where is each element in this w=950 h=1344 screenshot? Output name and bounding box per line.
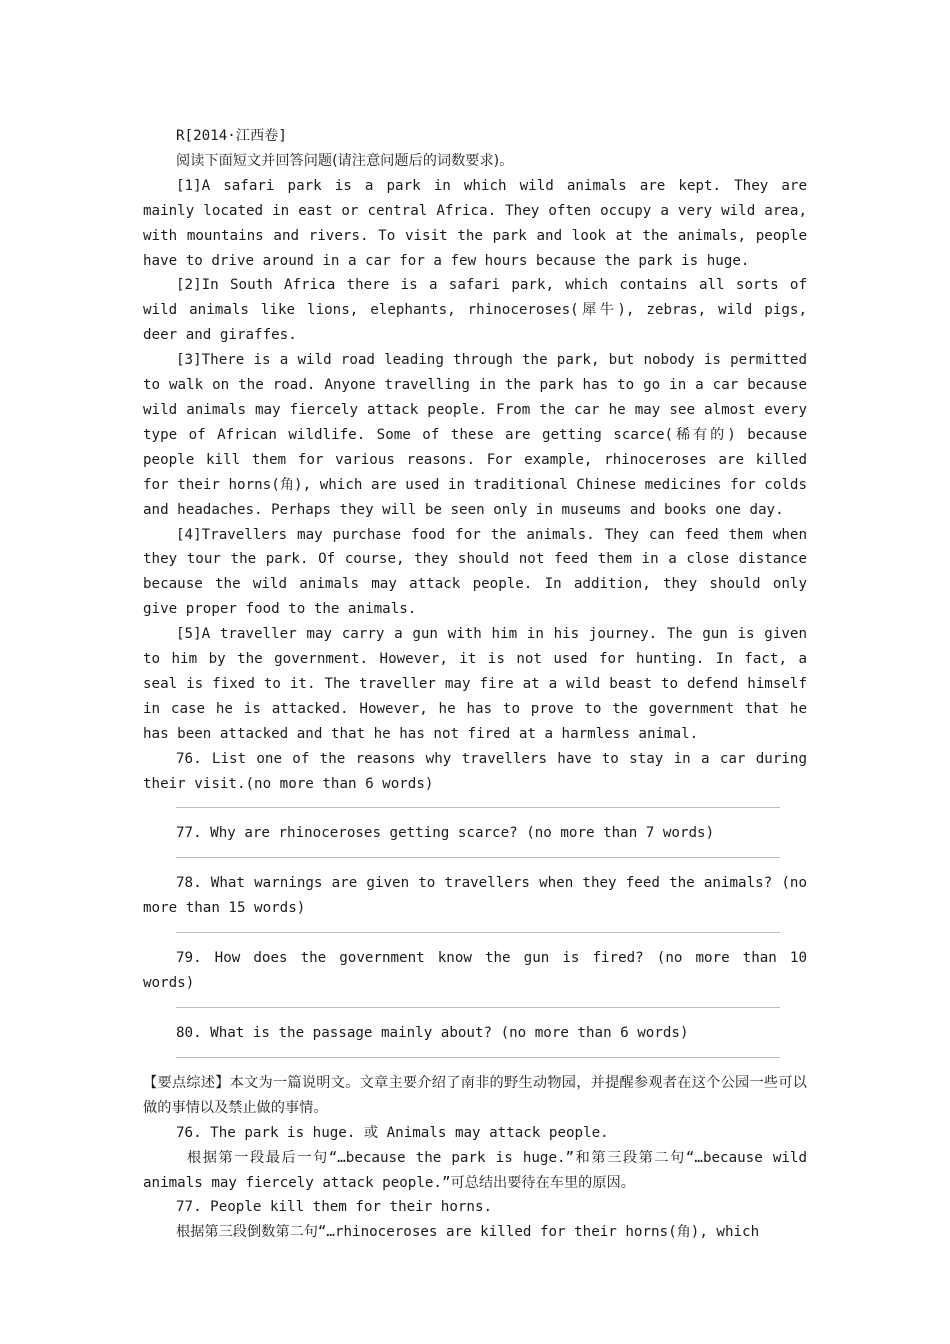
answer-77: 77. People kill them for their horns. [176, 1199, 493, 1216]
answer-line-78 [176, 932, 780, 933]
answer-line-80 [176, 1057, 780, 1058]
question-76: 76. List one of the reasons why travellers have to stay in a car during their visit.(no more than 6 words) [143, 750, 807, 792]
answer-76: 76. The park is huge. 或 Animals may attack people. [176, 1124, 609, 1141]
document-page [143, 124, 807, 1245]
passage-paragraph-4: [4]Travellers may purchase food for the animals. They can feed them when they tour the park. Of course, they should not feed them in a close distance because the wild animals may attack people. In addition, they should only give proper food to the animals. [143, 526, 807, 618]
question-79: 79. How does the government know the gun is fired? (no more than 10 words) [143, 950, 807, 992]
instruction-text: 阅读下面短文并回答问题(请注意问题后的词数要求)。 [176, 152, 514, 169]
explanation-76: 根据第一段最后一句“…because the park is huge.”和第三段第二句“…because wild animals may fiercely attack people.”可总结出要待在车里的原因。 [143, 1149, 807, 1191]
answer-line-77 [176, 857, 780, 858]
answer-line-76 [176, 807, 780, 808]
passage-paragraph-1: [1]A safari park is a park in which wild animals are kept. They are mainly located in east or central Africa. They often occupy a very wild area, with mountains and rivers. To visit the park and look at the animals, people have to drive around in a car for a few hours because the park is huge. [143, 177, 807, 269]
passage-paragraph-3: [3]There is a wild road leading through the park, but nobody is permitted to walk on the road. Anyone travelling in the park has to go in a car because wild animals may fiercely attack people. From the car he may see almost every type of African wildlife. Some of these are getting scarce(稀有的) because people kill them for various reasons. For example, rhinoceroses are killed for their horns(角), which are used in traditional Chinese medicines for colds and headaches. Perhaps they will be seen only in museums and books one day. [143, 352, 807, 518]
question-80: 80. What is the passage mainly about? (no more than 6 words) [176, 1025, 689, 1041]
answer-line-79 [176, 1007, 780, 1008]
passage-paragraph-5: [5]A traveller may carry a gun with him in his journey. The gun is given to him by the government. However, it is not used for hunting. In fact, a seal is fixed to it. The traveller may fire at a wild beast to defend himself in case he is attacked. However, he has to prove to the government that he has been attacked and that he has not fired at a harmless animal. [143, 626, 807, 742]
analysis-summary: 【要点综述】本文为一篇说明文。文章主要介绍了南非的野生动物园，并提醒参观者在这个公园一些可以做的事情以及禁止做的事情。 [143, 1074, 807, 1116]
question-77: 77. Why are rhinoceroses getting scarce? (no more than 7 words) [176, 825, 715, 842]
passage-paragraph-2: [2]In South Africa there is a safari park, which contains all sorts of wild animals like lions, elephants, rhinoceroses(犀牛), zebras, wild pigs, deer and giraffes. [143, 277, 807, 344]
source-heading: R[2014·江西卷] [176, 128, 287, 144]
explanation-77: 根据第三段倒数第二句“…rhinoceroses are killed for their horns(角), which [176, 1224, 760, 1241]
question-78: 78. What warnings are given to travellers when they feed the animals? (no more than 15 words) [143, 875, 807, 917]
